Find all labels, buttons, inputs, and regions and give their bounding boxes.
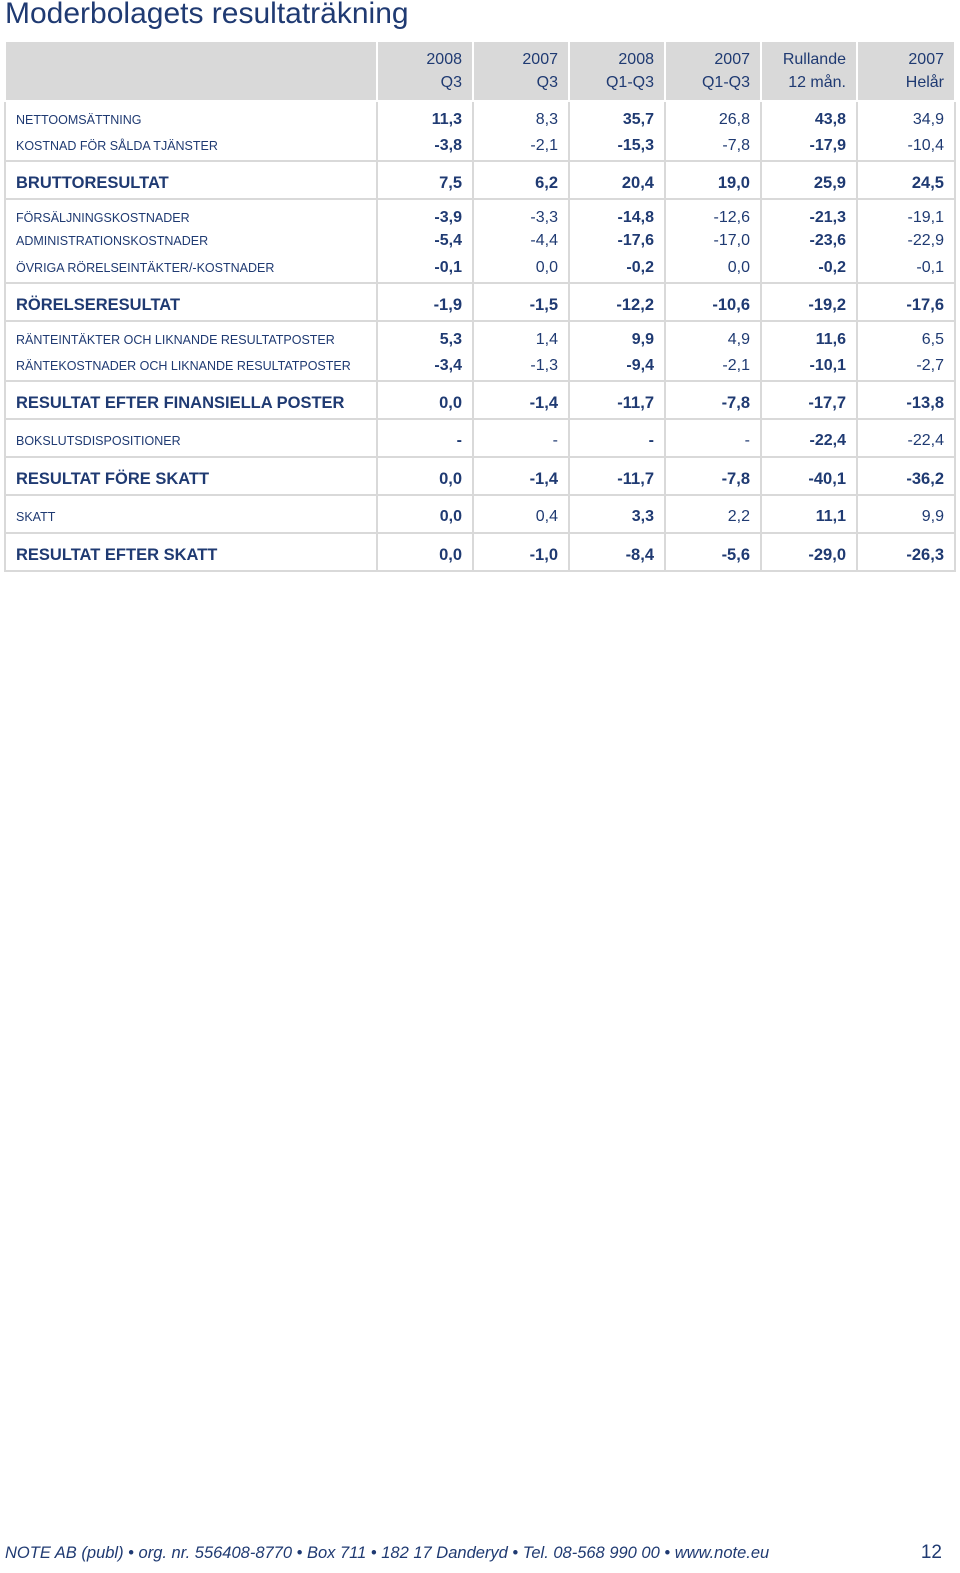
value-cell: 0,0	[377, 533, 473, 571]
table-row	[5, 419, 955, 457]
value-cell: 43,8	[761, 101, 857, 131]
value-cell: -22,9	[857, 229, 955, 253]
table-row	[5, 351, 955, 381]
value-cell: -36,2	[857, 457, 955, 495]
value-cell: -	[377, 419, 473, 457]
value-cell: 35,7	[569, 101, 665, 131]
value-cell: -5,6	[665, 533, 761, 571]
total-row	[5, 533, 955, 571]
row-label: KOSTNAD FÖR SÅLDA TJÄNSTER	[5, 131, 377, 161]
value-cell: 20,4	[569, 161, 665, 199]
value-cell: 11,6	[761, 321, 857, 351]
value-cell: -4,4	[473, 229, 569, 253]
value-cell: -8,4	[569, 533, 665, 571]
value-cell: -40,1	[761, 457, 857, 495]
footer-company-info: NOTE AB (publ) • org. nr. 556408-8770 • Box 711 • 182 17 Danderyd • Tel. 08-568 990 00 • www.note.eu	[5, 1544, 770, 1562]
total-row	[5, 283, 955, 321]
column-header	[665, 41, 761, 101]
column-header	[569, 41, 665, 101]
column-header-line2: Q3	[440, 74, 462, 91]
value-cell: -10,4	[857, 131, 955, 161]
value-cell: -3,4	[377, 351, 473, 381]
value-cell: -17,7	[761, 381, 857, 419]
value-cell: 6,2	[473, 161, 569, 199]
value-cell: -7,8	[665, 131, 761, 161]
table-body	[5, 101, 955, 571]
column-header	[377, 41, 473, 101]
value-cell: 6,5	[857, 321, 955, 351]
value-cell: -0,1	[857, 253, 955, 283]
value-cell: 5,3	[377, 321, 473, 351]
value-cell: 0,4	[473, 495, 569, 533]
value-cell: -1,4	[473, 381, 569, 419]
value-cell: 0,0	[473, 253, 569, 283]
row-label: RESULTAT EFTER FINANSIELLA POSTER	[5, 381, 377, 419]
value-cell: -2,1	[473, 131, 569, 161]
value-cell: 26,8	[665, 101, 761, 131]
table-row	[5, 101, 955, 131]
value-cell: -19,1	[857, 199, 955, 229]
value-cell: 2,2	[665, 495, 761, 533]
value-cell: 7,5	[377, 161, 473, 199]
row-label: FÖRSÄLJNINGSKOSTNADER	[5, 199, 377, 229]
value-cell: -29,0	[761, 533, 857, 571]
value-cell: -11,7	[569, 457, 665, 495]
value-cell: 4,9	[665, 321, 761, 351]
value-cell: 0,0	[377, 457, 473, 495]
column-header-line2: Q1-Q3	[605, 74, 654, 91]
value-cell: -7,8	[665, 457, 761, 495]
value-cell: -0,2	[761, 253, 857, 283]
column-header-line2: Helår	[905, 74, 944, 91]
table-row	[5, 253, 955, 283]
value-cell: -26,3	[857, 533, 955, 571]
value-cell: -1,0	[473, 533, 569, 571]
value-cell: -17,0	[665, 229, 761, 253]
value-cell: -	[473, 419, 569, 457]
value-cell: -2,7	[857, 351, 955, 381]
value-cell: -12,6	[665, 199, 761, 229]
row-label: ADMINISTRATIONSKOSTNADER	[5, 229, 377, 253]
value-cell: 3,3	[569, 495, 665, 533]
page-title: Moderbolagets resultaträkning	[5, 0, 409, 30]
value-cell: 9,9	[857, 495, 955, 533]
value-cell: -0,1	[377, 253, 473, 283]
value-cell: -1,3	[473, 351, 569, 381]
value-cell: 1,4	[473, 321, 569, 351]
value-cell: -1,4	[473, 457, 569, 495]
value-cell: -	[569, 419, 665, 457]
value-cell: -7,8	[665, 381, 761, 419]
value-cell: -3,9	[377, 199, 473, 229]
column-header-line1: 2008	[426, 51, 462, 68]
header-row	[5, 41, 955, 101]
value-cell: 11,1	[761, 495, 857, 533]
value-cell: -5,4	[377, 229, 473, 253]
column-header	[761, 41, 857, 101]
value-cell: -1,9	[377, 283, 473, 321]
value-cell: 0,0	[665, 253, 761, 283]
value-cell: -22,4	[761, 419, 857, 457]
value-cell: 9,9	[569, 321, 665, 351]
value-cell: -19,2	[761, 283, 857, 321]
value-cell: 8,3	[473, 101, 569, 131]
column-header	[473, 41, 569, 101]
column-header-line2: Q1-Q3	[701, 74, 750, 91]
value-cell: -17,6	[857, 283, 955, 321]
value-cell: -15,3	[569, 131, 665, 161]
value-cell: 25,9	[761, 161, 857, 199]
value-cell: -9,4	[569, 351, 665, 381]
value-cell: -3,8	[377, 131, 473, 161]
value-cell: -12,2	[569, 283, 665, 321]
income-statement-table	[4, 40, 956, 572]
row-label: RÖRELSERESULTAT	[5, 283, 377, 321]
value-cell: -	[665, 419, 761, 457]
column-header-line1: 2007	[522, 51, 558, 68]
row-label: RÄNTEINTÄKTER OCH LIKNANDE RESULTATPOSTER	[5, 321, 377, 351]
row-label: SKATT	[5, 495, 377, 533]
row-label: RÄNTEKOSTNADER OCH LIKNANDE RESULTATPOSTER	[5, 351, 377, 381]
value-cell: -10,1	[761, 351, 857, 381]
value-cell: 0,0	[377, 495, 473, 533]
value-cell: 0,0	[377, 381, 473, 419]
value-cell: -2,1	[665, 351, 761, 381]
column-header-line2: 12 mån.	[788, 74, 846, 91]
value-cell: 11,3	[377, 101, 473, 131]
row-label: ÖVRIGA RÖRELSEINTÄKTER/-KOSTNADER	[5, 253, 377, 283]
value-cell: -11,7	[569, 381, 665, 419]
value-cell: -14,8	[569, 199, 665, 229]
value-cell: -17,6	[569, 229, 665, 253]
column-header-line1: Rullande	[782, 51, 846, 68]
row-label: BOKSLUTSDISPOSITIONER	[5, 419, 377, 457]
column-header-line2: Q3	[536, 74, 558, 91]
table-row	[5, 199, 955, 229]
row-label: BRUTTORESULTAT	[5, 161, 377, 199]
row-label: NETTOOMSÄTTNING	[5, 101, 377, 131]
value-cell: -17,9	[761, 131, 857, 161]
column-header	[857, 41, 955, 101]
header-corner-cell	[5, 41, 377, 101]
table-row	[5, 495, 955, 533]
value-cell: -3,3	[473, 199, 569, 229]
value-cell: 19,0	[665, 161, 761, 199]
value-cell: -10,6	[665, 283, 761, 321]
row-label: RESULTAT EFTER SKATT	[5, 533, 377, 571]
row-label: RESULTAT FÖRE SKATT	[5, 457, 377, 495]
total-row	[5, 457, 955, 495]
value-cell: -0,2	[569, 253, 665, 283]
column-header-line1: 2008	[618, 51, 654, 68]
total-row	[5, 381, 955, 419]
total-row	[5, 161, 955, 199]
column-header-line1: 2007	[908, 51, 944, 68]
table-row	[5, 229, 955, 253]
page-number: 12	[920, 1542, 942, 1563]
value-cell: 24,5	[857, 161, 955, 199]
value-cell: -13,8	[857, 381, 955, 419]
value-cell: -23,6	[761, 229, 857, 253]
value-cell: -21,3	[761, 199, 857, 229]
value-cell: -22,4	[857, 419, 955, 457]
value-cell: -1,5	[473, 283, 569, 321]
value-cell: 34,9	[857, 101, 955, 131]
table-row	[5, 131, 955, 161]
table-row	[5, 321, 955, 351]
column-header-line1: 2007	[714, 51, 750, 68]
